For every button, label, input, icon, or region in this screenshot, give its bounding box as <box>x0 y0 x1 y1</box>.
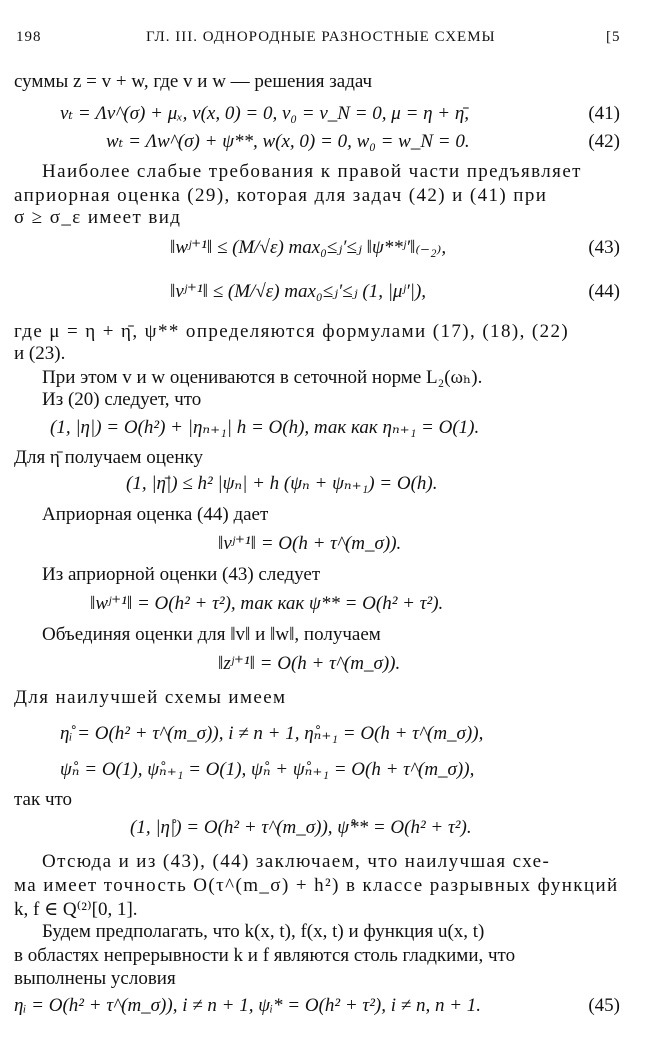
equation-45 <box>14 996 620 1015</box>
equation-body: wₜ = Λw^(σ) + ψ**, w(x, 0) = 0, w₀ = w_N = 0. <box>106 131 470 152</box>
text-line: Наиболее слабые требования к правой части предъявляет <box>42 161 582 182</box>
section-mark: [5 <box>606 29 621 45</box>
running-title: ГЛ. III. ОДНОРОДНЫЕ РАЗНОСТНЫЕ СХЕМЫ <box>146 29 496 45</box>
equation-number: (42) <box>588 131 620 152</box>
equation-number: (44) <box>588 281 620 302</box>
equation: ψ̊ₙ = O(1), ψ̊ₙ₊₁ = O(1), ψ̊ₙ + ψ̊ₙ₊₁ = O(h + τ^(m_σ)), <box>60 759 475 780</box>
text-line: априорная оценка (29), которая для задач (42) и (41) при <box>14 185 548 206</box>
text-line: в областях непрерывности k и f являются столь гладкими, что <box>14 945 516 966</box>
text-line: Для наилучшей схемы имеем <box>14 687 287 708</box>
text-line: Из априорной оценки (43) следует <box>42 564 321 585</box>
text-line: так что <box>14 789 73 810</box>
text-line: Из (20) следует, что <box>42 389 202 410</box>
text-line: Априорная оценка (44) дает <box>42 504 269 525</box>
text-line: суммы z = v + w, где v и w — решения задач <box>14 71 373 92</box>
equation: ‖zʲ⁺¹‖ = O(h + τ^(m_σ)). <box>218 653 401 674</box>
text-line: где μ = η + η̄, ψ** определяются формулами (17), (18), (22) <box>14 321 570 342</box>
text-line: Будем предполагать, что k(x, t), f(x, t) и функция u(x, t) <box>42 921 485 942</box>
text-line: ма имеет точность O(τ^(m_σ) + h²) в классе разрывных функций <box>14 875 619 896</box>
page-number: 198 <box>16 29 42 45</box>
equation-42 <box>106 132 620 151</box>
text-line: σ ≥ σ_ε имеет вид <box>14 207 182 228</box>
equation-41 <box>60 104 620 123</box>
equation: η̊ᵢ = O(h² + τ^(m_σ)), i ≠ n + 1, η̊ₙ₊₁ = O(h + τ^(m_σ)), <box>60 723 484 744</box>
equation-body: ‖wʲ⁺¹‖ ≤ (M/√ε) max₀≤ⱼ′≤ⱼ ‖ψ**ʲ′‖₍₋₂₎, <box>170 237 447 258</box>
text-line: Отсюда и из (43), (44) заключаем, что наилучшая схе- <box>42 851 551 872</box>
equation: (1, |η̄|) ≤ h² |ψₙ| + h (ψₙ + ψₙ₊₁) = O(h). <box>126 473 438 494</box>
equation-43 <box>170 238 620 257</box>
text-line: k, f ∈ Q⁽²⁾[0, 1]. <box>14 899 138 920</box>
equation-number: (43) <box>588 237 620 258</box>
equation-body: ηᵢ = O(h² + τ^(m_σ)), i ≠ n + 1, ψᵢ* = O(h² + τ²), i ≠ n, n + 1. <box>14 995 482 1016</box>
equation-body: vₜ = Λv^(σ) + μₓ, v(x, 0) = 0, v₀ = v_N = 0, μ = η + η̄, <box>60 103 470 124</box>
text-line: и (23). <box>14 343 66 364</box>
equation: (1, |η̊|) = O(h² + τ^(m_σ)), ψ̊** = O(h² + τ²). <box>130 817 472 838</box>
text-line: При этом v и w оцениваются в сеточной норме L₂(ωₕ). <box>42 367 483 388</box>
text-line: выполнены условия <box>14 968 176 989</box>
equation-44 <box>170 282 620 301</box>
equation-number: (41) <box>588 103 620 124</box>
equation: (1, |η|) = O(h²) + |ηₙ₊₁| h = O(h), так как ηₙ₊₁ = O(1). <box>50 417 480 438</box>
text-line: Для η̄ получаем оценку <box>14 447 203 468</box>
equation-body: ‖vʲ⁺¹‖ ≤ (M/√ε) max₀≤ⱼ′≤ⱼ (1, |μʲ′|), <box>170 281 427 302</box>
text-line: Объединяя оценки для ‖v‖ и ‖w‖, получаем <box>42 624 381 645</box>
equation-number: (45) <box>588 995 620 1016</box>
equation: ‖wʲ⁺¹‖ = O(h² + τ²), так как ψ** = O(h² + τ²). <box>90 593 444 614</box>
equation: ‖vʲ⁺¹‖ = O(h + τ^(m_σ)). <box>218 533 402 554</box>
